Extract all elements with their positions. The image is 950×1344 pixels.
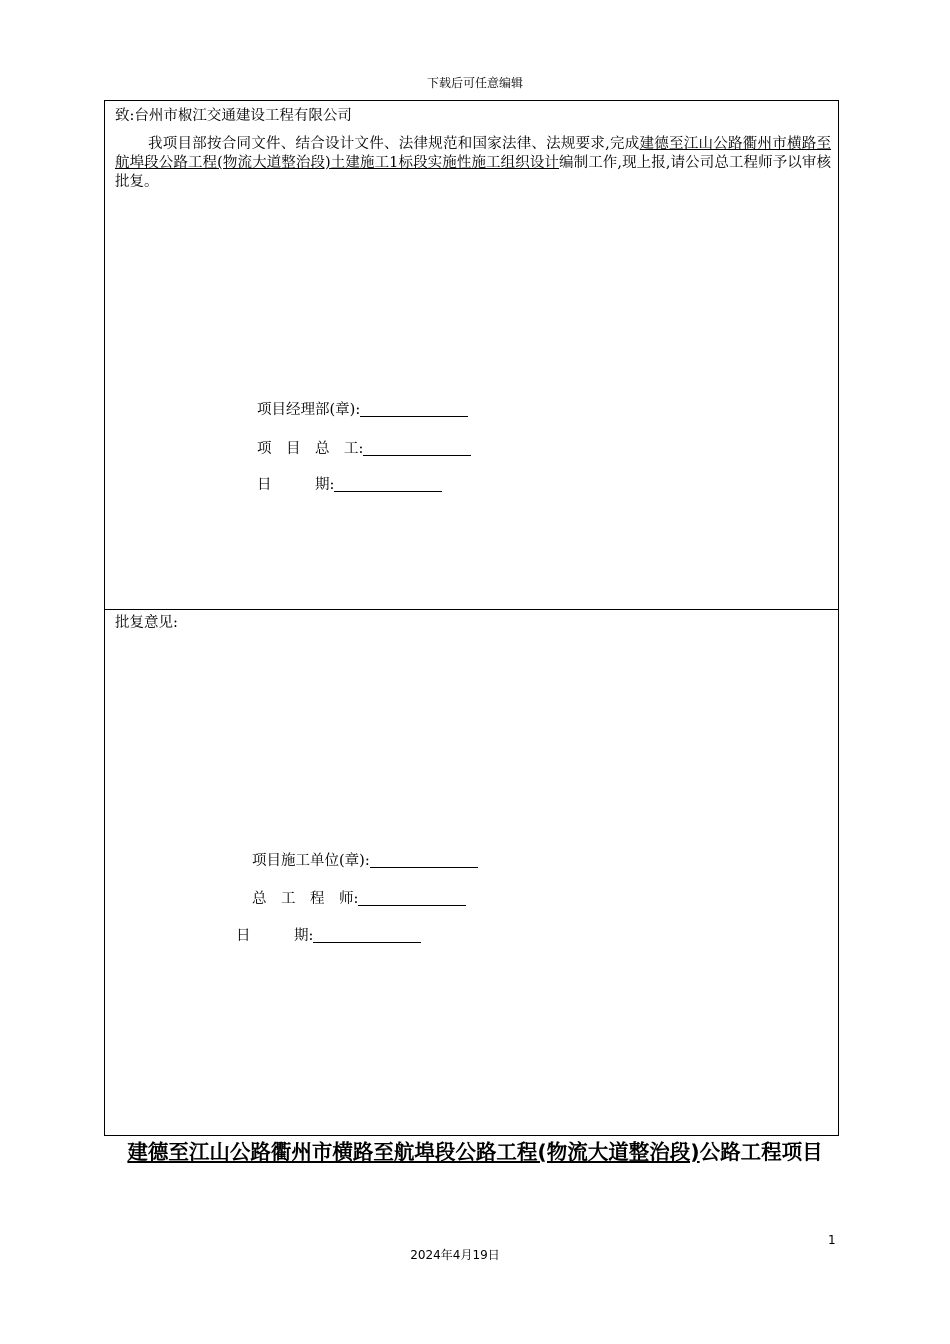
manager-label: 项目经理部(章): xyxy=(257,402,361,418)
project-engineer-blank[interactable] xyxy=(363,440,471,456)
submission-section xyxy=(105,101,838,610)
reply-label: 批复意见: xyxy=(115,615,178,631)
footer-title-underlined: 建德至江山公路衢州市横路至航埠段公路工程(物流大道整治段) xyxy=(127,1140,700,1164)
reply-date-blank[interactable] xyxy=(313,927,421,943)
footer-title xyxy=(110,1134,840,1171)
chief-engineer-blank[interactable] xyxy=(358,890,466,906)
unit-blank[interactable] xyxy=(370,852,478,868)
para-prefix: 我项目部按合同文件、结合设计文件、法律规范和国家法律、法规要求,完成 xyxy=(148,136,640,152)
submission-date-line xyxy=(257,473,442,494)
project-engineer-line xyxy=(257,437,471,458)
submission-paragraph xyxy=(115,135,831,192)
reply-date-line xyxy=(236,924,421,945)
project-name-underlined: 建德至江山公路衢州市横路至航埠段公路工程(物流大道整治段)土建施工1标段实施性施工组织设计 xyxy=(115,136,832,171)
submission-date-blank[interactable] xyxy=(334,476,442,492)
reply-section xyxy=(105,609,838,1135)
unit-label: 项目施工单位(章): xyxy=(252,853,370,869)
para-suffix: 编制工作,现上报,请公司总工程师予以审核批复。 xyxy=(115,155,831,190)
recipient-line: 致:台州市椒江交通建设工程有限公司 xyxy=(115,108,352,124)
submission-date-label: 日 期: xyxy=(257,477,335,493)
document-date: 2024年4月19日 xyxy=(410,1248,500,1262)
chief-engineer-line xyxy=(252,887,466,908)
unit-signature-line xyxy=(252,849,478,870)
chief-engineer-label: 总 工 程 师: xyxy=(252,891,359,907)
project-engineer-label: 项 目 总 工: xyxy=(257,441,364,457)
page-number: 1 xyxy=(828,1233,836,1247)
header-note: 下载后可任意编辑 xyxy=(426,76,523,90)
footer-title-rest: 公路工程项目 xyxy=(699,1140,823,1164)
manager-blank[interactable] xyxy=(360,401,468,417)
manager-signature-line xyxy=(257,398,468,419)
reply-date-label: 日 期: xyxy=(236,928,314,944)
approval-form xyxy=(104,100,839,1136)
